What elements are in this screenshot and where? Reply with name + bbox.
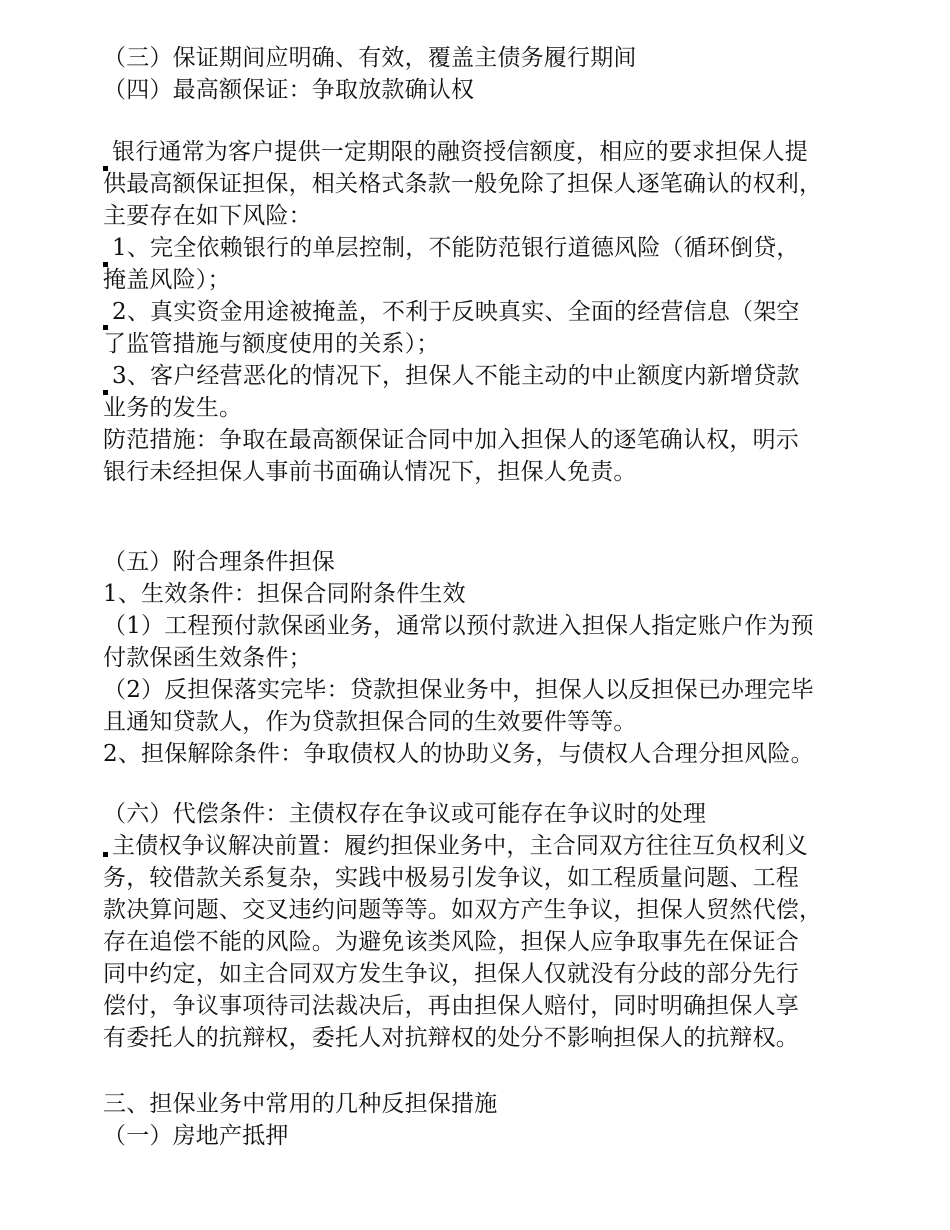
section-heading-compensation-condition: （六）代偿条件：主债权存在争议或可能存在争议时的处理: [103, 801, 707, 827]
section-heading-maximum-guarantee: （四）最高额保证：争取放款确认权: [103, 77, 475, 103]
prevention-measures-line: 银行未经担保人事前书面确认情况下，担保人免责。: [103, 459, 637, 485]
list-item-risk-3-continued: 业务的发生。: [103, 395, 243, 421]
section-heading-conditional-guarantee: （五）附合理条件担保: [103, 549, 335, 575]
list-item-release-condition: 2、担保解除条件：争取债权人的协助义务，与债权人合理分担风险。: [103, 741, 814, 767]
paragraph-line: 存在追偿不能的风险。为避免该类风险，担保人应争取事先在保证合: [103, 929, 799, 955]
paragraph-line: 款决算问题、交叉违约问题等等。如双方产生争议，担保人贸然代偿，: [103, 897, 823, 923]
paragraph-line: 务，较借款关系复杂，实践中极易引发争议，如工程质量问题、工程: [103, 865, 799, 891]
list-item-counter-guarantee: （2）反担保落实完毕：贷款担保业务中，担保人以反担保已办理完毕: [103, 677, 814, 703]
section-heading-guarantee-period: （三）保证期间应明确、有效，覆盖主债务履行期间: [103, 45, 637, 71]
paragraph-line: 偿付，争议事项待司法裁决后，再由担保人赔付，同时明确担保人享: [103, 993, 799, 1019]
list-item-risk-2-continued: 了监管措施与额度使用的关系）；: [103, 331, 440, 357]
paragraph-line: 同中约定，如主合同双方发生争议，担保人仅就没有分歧的部分先行: [103, 961, 799, 987]
paragraph-line: 供最高额保证担保，相关格式条款一般免除了担保人逐笔确认的权利，: [103, 171, 823, 197]
list-item-risk-3: 3、客户经营恶化的情况下，担保人不能主动的中止额度内新增贷款: [112, 363, 800, 389]
paragraph-line: 主债权争议解决前置：履约担保业务中，主合同双方往往互负权利义: [112, 833, 808, 859]
list-item-advance-payment: （1）工程预付款保函业务，通常以预付款进入担保人指定账户作为预: [103, 613, 814, 639]
list-item-risk-2: 2、真实资金用途被掩盖，不利于反映真实、全面的经营信息（架空: [112, 299, 800, 325]
paragraph-marker-icon: [103, 852, 108, 857]
list-item-counter-guarantee-continued: 且通知贷款人，作为贷款担保合同的生效要件等等。: [103, 709, 637, 735]
prevention-measures-line: 防范措施：争取在最高额保证合同中加入担保人的逐笔确认权，明示: [103, 427, 799, 453]
list-item-advance-payment-continued: 付款保函生效条件；: [103, 645, 312, 671]
chapter-heading-counter-guarantee: 三、担保业务中常用的几种反担保措施: [103, 1091, 498, 1117]
paragraph-line: 银行通常为客户提供一定期限的融资授信额度，相应的要求担保人提: [112, 139, 808, 165]
paragraph-line: 主要存在如下风险：: [103, 203, 312, 229]
list-item-risk-1: 1、完全依赖银行的单层控制，不能防范银行道德风险（循环倒贷，: [112, 235, 800, 261]
paragraph-line: 有委托人的抗辩权，委托人对抗辩权的处分不影响担保人的抗辩权。: [103, 1025, 799, 1051]
section-heading-real-estate-mortgage: （一）房地产抵押: [103, 1123, 289, 1149]
list-item-effective-condition: 1、生效条件：担保合同附条件生效: [103, 581, 466, 607]
list-item-risk-1-continued: 掩盖风险）；: [103, 267, 231, 293]
